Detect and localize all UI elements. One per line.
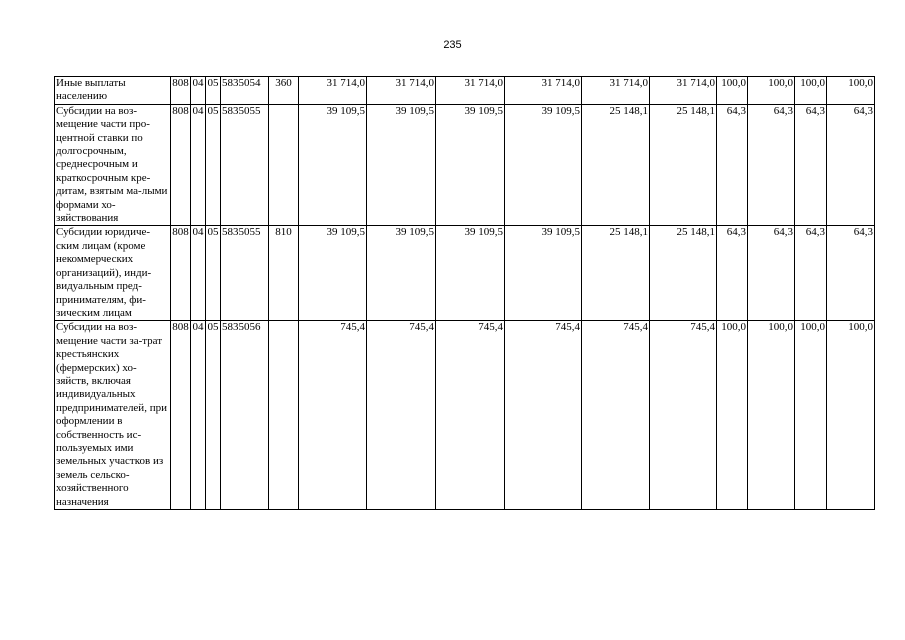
ministry-code: 808	[171, 226, 191, 321]
budget-table	[54, 76, 875, 510]
expense-type-code	[269, 104, 299, 226]
amount-5: 25 148,1	[582, 226, 650, 321]
amount-1: 39 109,5	[299, 104, 367, 226]
section-code: 04	[191, 321, 206, 510]
amount-1: 31 714,0	[299, 77, 367, 105]
amount-1: 39 109,5	[299, 226, 367, 321]
table-row	[55, 77, 875, 105]
target-article-code: 5835056	[221, 321, 269, 510]
percent-1: 64,3	[717, 104, 748, 226]
percent-3: 64,3	[795, 226, 827, 321]
subsection-code: 05	[206, 226, 221, 321]
percent-2: 64,3	[748, 104, 795, 226]
amount-6: 25 148,1	[650, 104, 717, 226]
section-code: 04	[191, 104, 206, 226]
ministry-code: 808	[171, 104, 191, 226]
amount-6: 25 148,1	[650, 226, 717, 321]
amount-4: 31 714,0	[505, 77, 582, 105]
target-article-code: 5835055	[221, 226, 269, 321]
expense-type-code: 360	[269, 77, 299, 105]
row-name: Иные выплаты населению	[55, 77, 171, 105]
ministry-code: 808	[171, 77, 191, 105]
amount-3: 745,4	[436, 321, 505, 510]
section-code: 04	[191, 77, 206, 105]
expense-type-code: 810	[269, 226, 299, 321]
amount-4: 39 109,5	[505, 104, 582, 226]
percent-1: 100,0	[717, 321, 748, 510]
amount-6: 745,4	[650, 321, 717, 510]
amount-5: 25 148,1	[582, 104, 650, 226]
amount-2: 31 714,0	[367, 77, 436, 105]
table-row	[55, 321, 875, 510]
row-name: Субсидии юридиче-ским лицам (кроме некоммерческих организаций), инди-видуальным пред-принимателям, фи-зическим лицам	[55, 226, 171, 321]
percent-3: 100,0	[795, 77, 827, 105]
amount-4: 745,4	[505, 321, 582, 510]
percent-2: 64,3	[748, 226, 795, 321]
percent-4: 64,3	[827, 104, 875, 226]
percent-4: 100,0	[827, 77, 875, 105]
amount-3: 31 714,0	[436, 77, 505, 105]
percent-3: 64,3	[795, 104, 827, 226]
amount-1: 745,4	[299, 321, 367, 510]
row-name: Субсидии на воз-мещение части за-трат крестьянских (фермерских) хо-зяйств, включая индивидуальных предпринимателей, при оформлении в собственность ис-пользуемых ими земельных участков из земель сельско-хозяйственного назначения	[55, 321, 171, 510]
expense-type-code	[269, 321, 299, 510]
amount-4: 39 109,5	[505, 226, 582, 321]
percent-3: 100,0	[795, 321, 827, 510]
amount-5: 31 714,0	[582, 77, 650, 105]
amount-6: 31 714,0	[650, 77, 717, 105]
amount-3: 39 109,5	[436, 226, 505, 321]
ministry-code: 808	[171, 321, 191, 510]
subsection-code: 05	[206, 77, 221, 105]
subsection-code: 05	[206, 321, 221, 510]
amount-2: 39 109,5	[367, 226, 436, 321]
amount-5: 745,4	[582, 321, 650, 510]
page-number: 235	[443, 39, 462, 51]
percent-2: 100,0	[748, 321, 795, 510]
row-name: Субсидии на воз-мещение части про-центной ставки по долгосрочным, среднесрочным и краткосрочным кре-дитам, взятым ма-лыми формами хо-зяйствования	[55, 104, 171, 226]
target-article-code: 5835055	[221, 104, 269, 226]
percent-2: 100,0	[748, 77, 795, 105]
percent-4: 100,0	[827, 321, 875, 510]
table-row	[55, 226, 875, 321]
amount-2: 39 109,5	[367, 104, 436, 226]
amount-3: 39 109,5	[436, 104, 505, 226]
subsection-code: 05	[206, 104, 221, 226]
percent-1: 64,3	[717, 226, 748, 321]
target-article-code: 5835054	[221, 77, 269, 105]
section-code: 04	[191, 226, 206, 321]
table-body	[55, 77, 875, 510]
percent-1: 100,0	[717, 77, 748, 105]
table-row	[55, 104, 875, 226]
percent-4: 64,3	[827, 226, 875, 321]
amount-2: 745,4	[367, 321, 436, 510]
